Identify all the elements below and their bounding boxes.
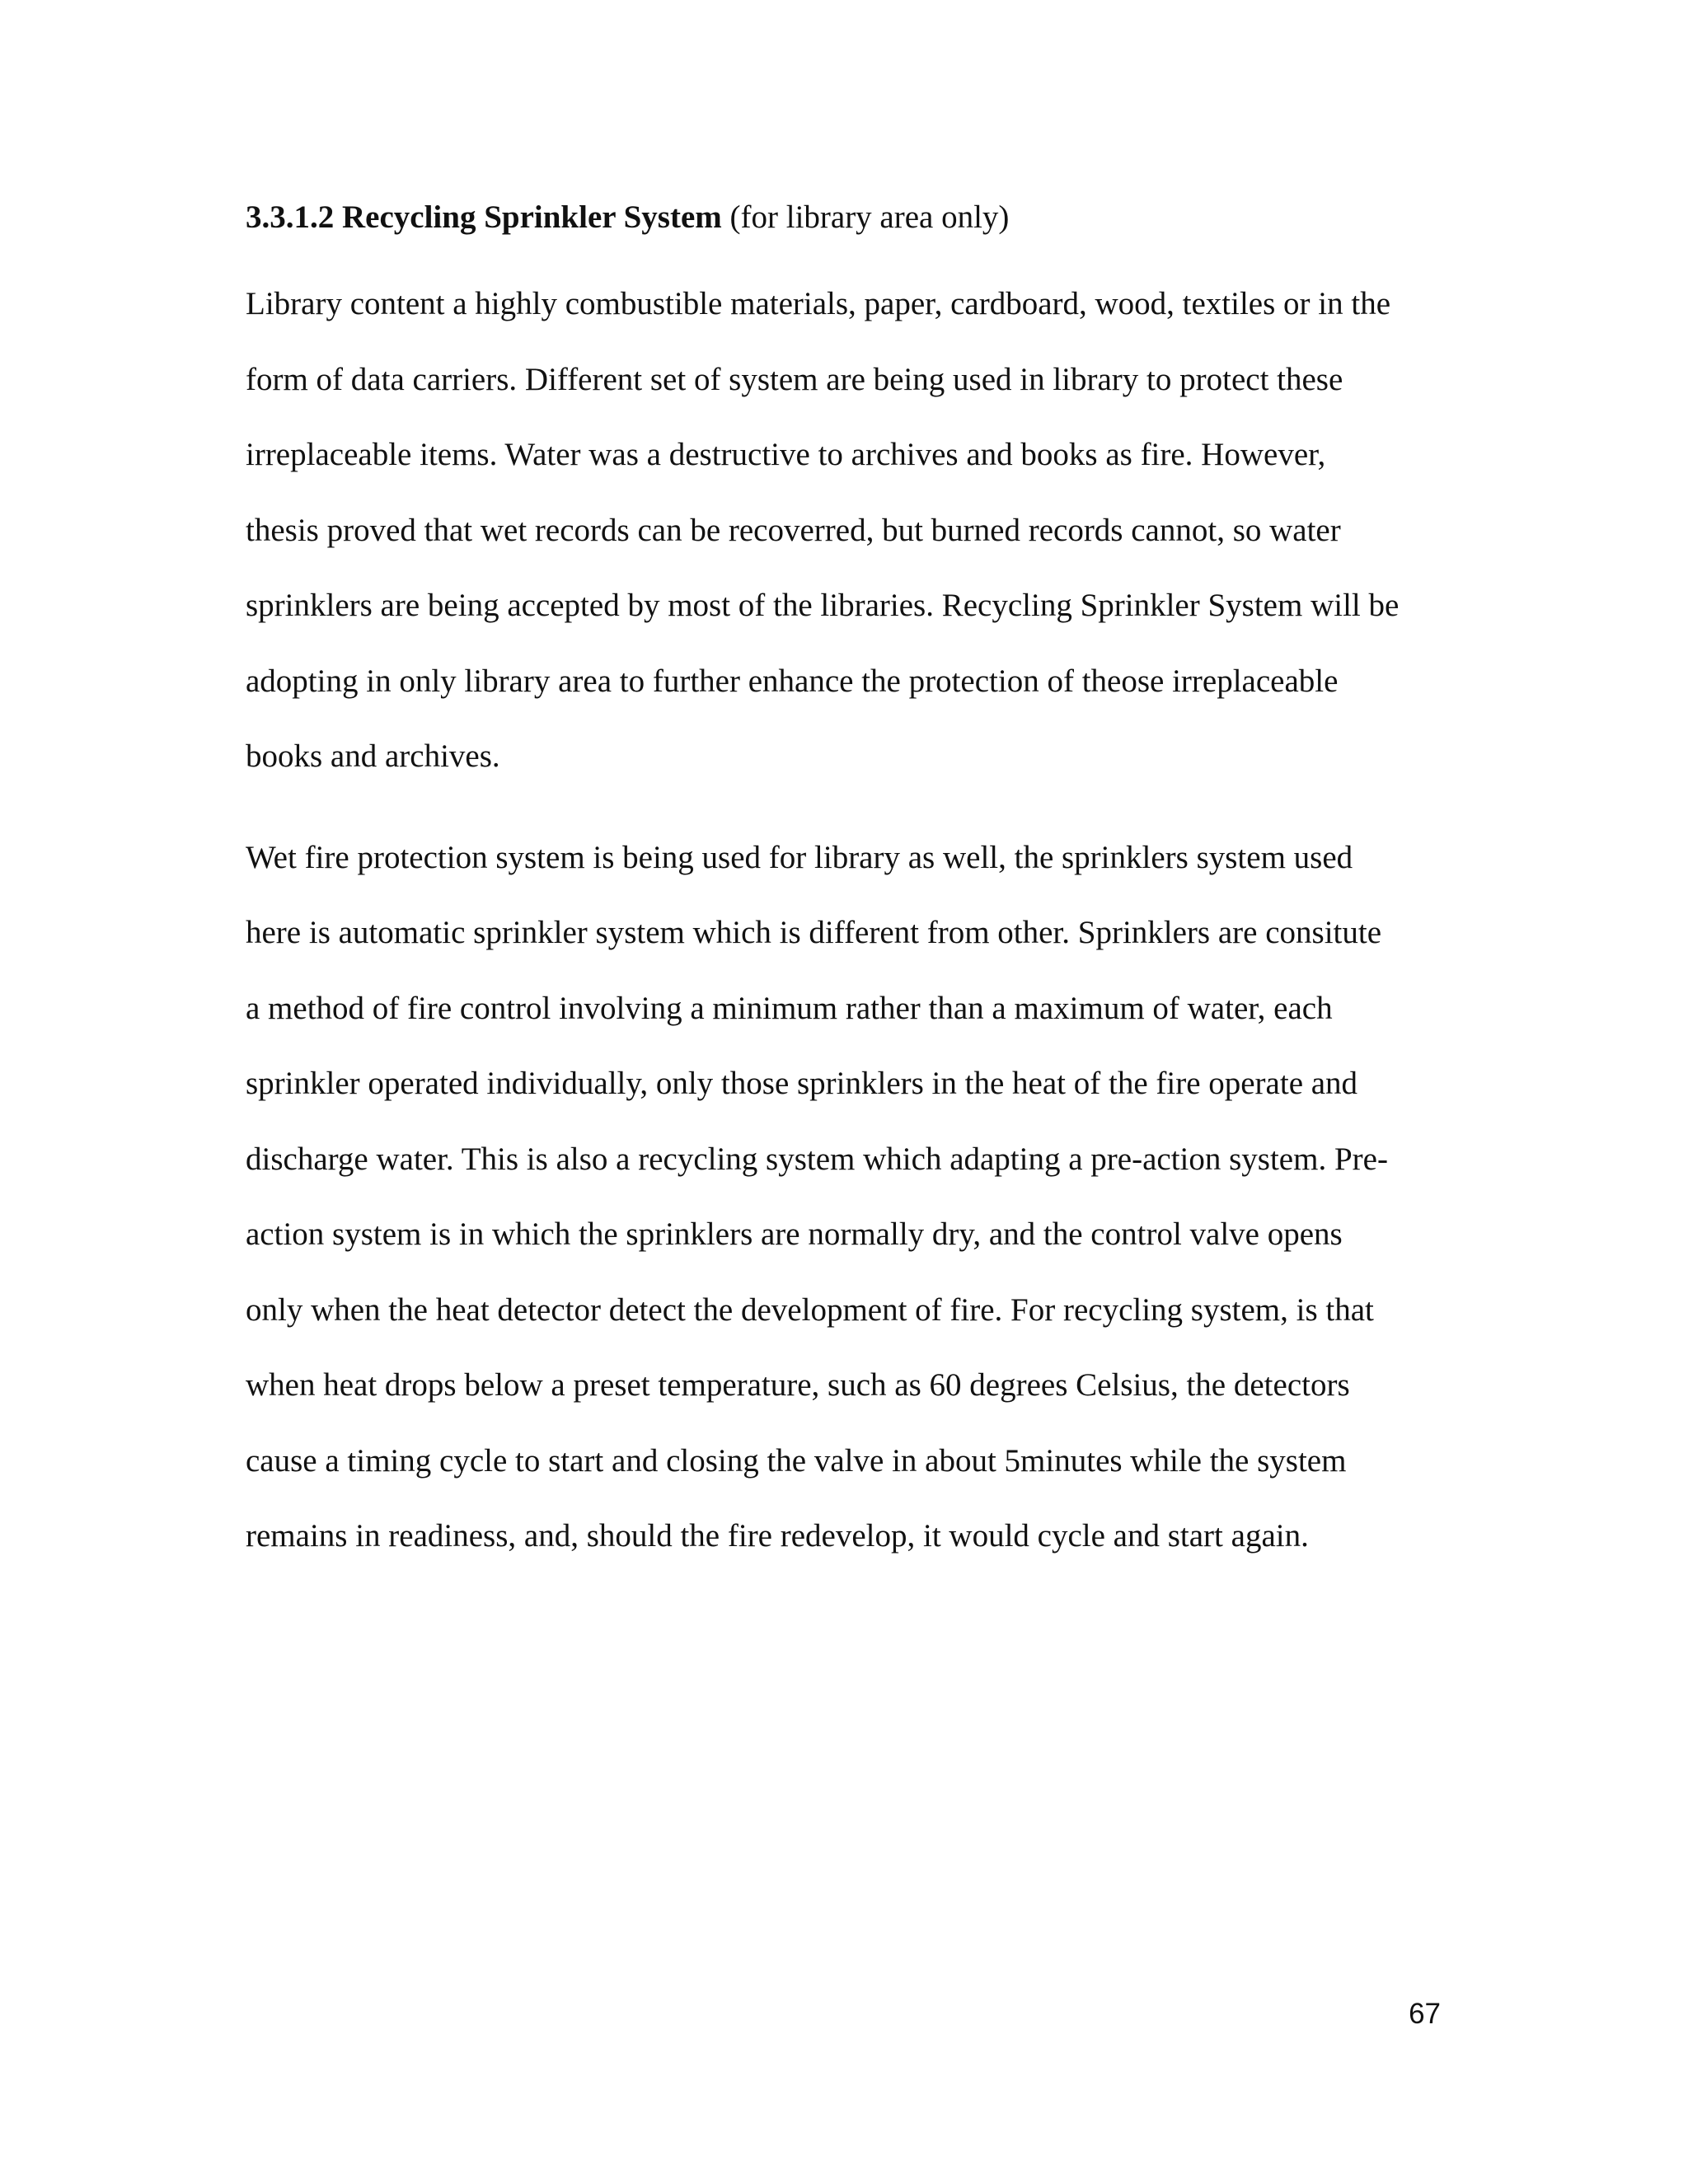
paragraph-line: books and archives. (246, 738, 500, 774)
paragraph-line: thesis proved that wet records can be recoverred, but burned records cannot, so water (246, 512, 1341, 548)
page-content (246, 194, 1449, 1600)
paragraph-line: when heat drops below a preset temperature, such as 60 degrees Celsius, the detectors (246, 1367, 1350, 1403)
section-subtitle: (for library area only) (729, 199, 1010, 235)
paragraph-line: sprinklers are being accepted by most of the libraries. Recycling Sprinkler System will be (246, 588, 1400, 623)
paragraph-line: action system is in which the sprinklers are normally dry, and the control valve opens (246, 1216, 1343, 1252)
section-title: 3.3.1.2 Recycling Sprinkler System (246, 199, 722, 235)
paragraph-line: a method of fire control involving a minimum rather than a maximum of water, each (246, 990, 1333, 1026)
paragraph-line: adopting in only library area to further enhance the protection of theose irreplaceable (246, 663, 1339, 699)
paragraph-line: remains in readiness, and, should the fire redevelop, it would cycle and start again. (246, 1518, 1309, 1554)
paragraph-line: irreplaceable items. Water was a destructive to archives and books as fire. However, (246, 437, 1326, 472)
paragraph-line: cause a timing cycle to start and closing the valve in about 5minutes while the system (246, 1442, 1347, 1479)
section-heading (246, 194, 1449, 241)
paragraph-1 (246, 266, 1449, 794)
page-number: 67 (1409, 1998, 1441, 2030)
paragraph-line: sprinkler operated individually, only those sprinklers in the heat of the fire operate and (246, 1066, 1358, 1101)
paragraph-2 (246, 820, 1449, 1574)
paragraph-line: Library content a highly combustible materials, paper, cardboard, wood, textiles or in the (246, 286, 1391, 321)
paragraph-line: Wet fire protection system is being used for library as well, the sprinklers system used (246, 839, 1353, 875)
paragraph-line: only when the heat detector detect the development of fire. For recycling system, is that (246, 1291, 1374, 1328)
paragraph-line: here is automatic sprinkler system which is different from other. Sprinklers are consitute (246, 915, 1382, 950)
paragraph-line: form of data carriers. Different set of system are being used in library to protect these (246, 361, 1343, 397)
paragraph-line: discharge water. This is also a recycling system which adapting a pre-action system. Pre- (246, 1141, 1388, 1177)
